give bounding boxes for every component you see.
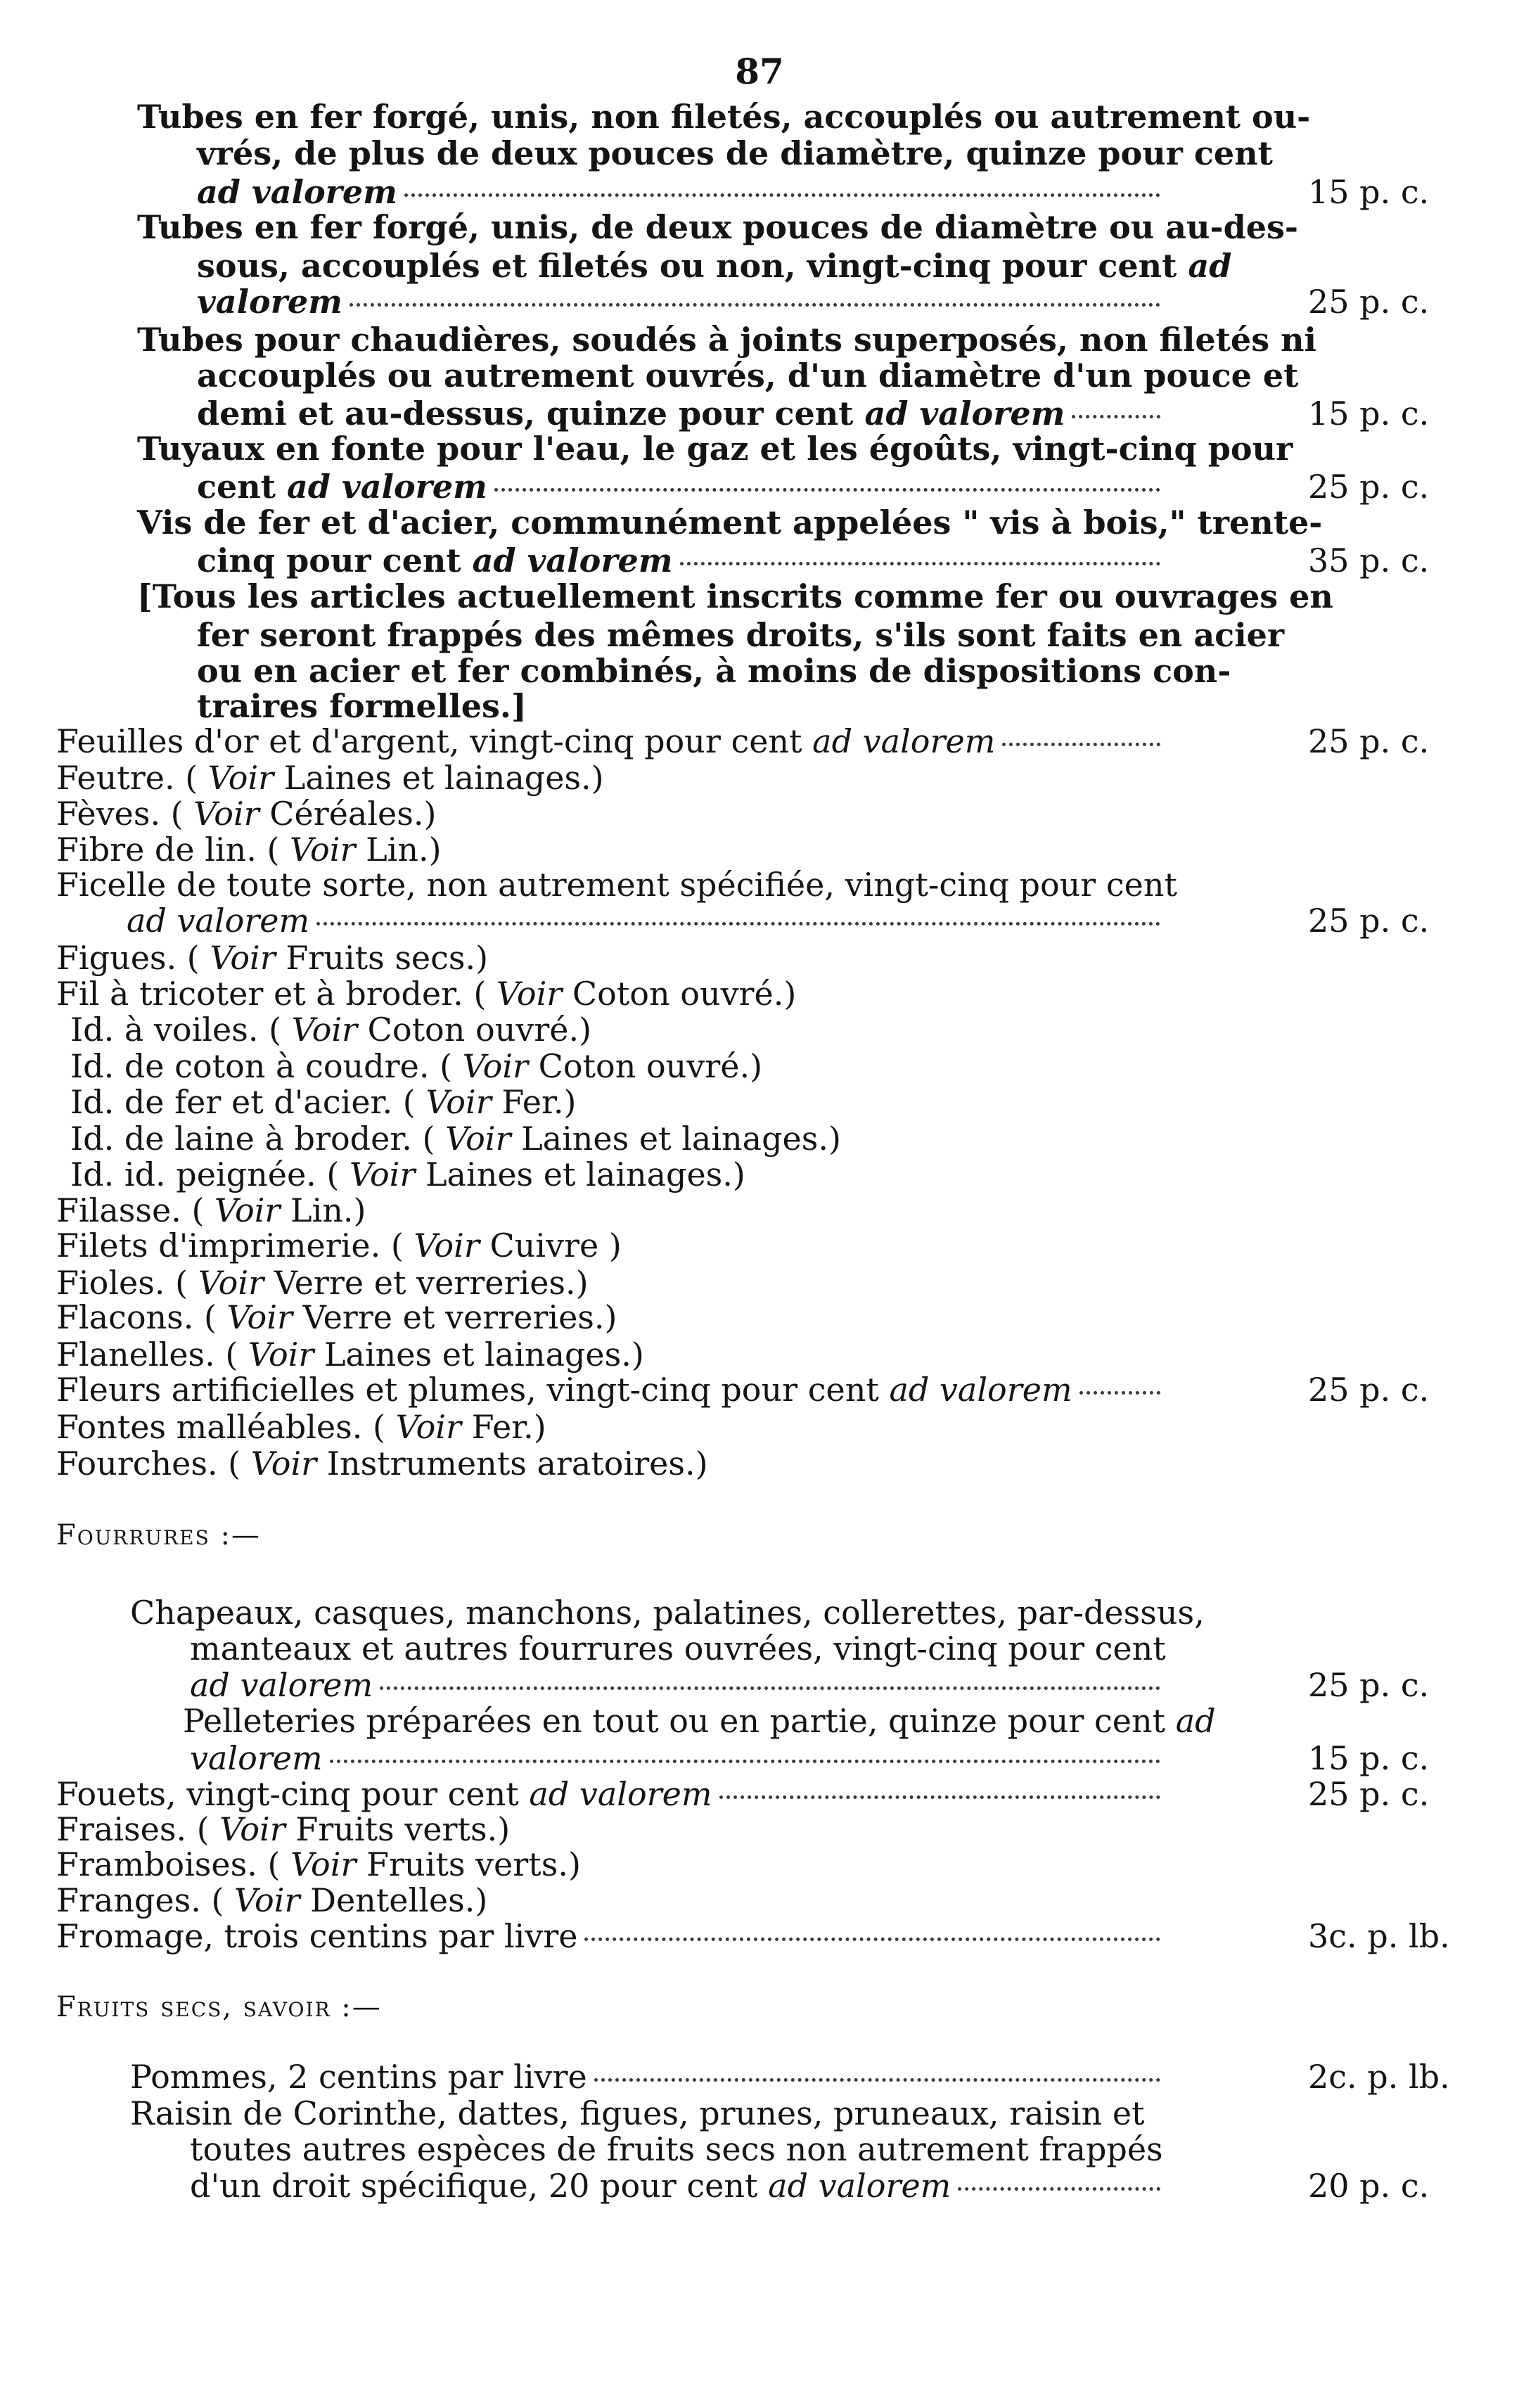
tariff-line: [137, 97, 1310, 136]
dot-leader: [494, 488, 1160, 492]
tariff-line: [56, 830, 442, 869]
line-text: [Tous les articles actuellement inscrits comme fer ou ouvrages en: [137, 577, 1333, 615]
tariff-line: [127, 901, 1160, 940]
line-text: Fromage, trois centins par livre: [56, 1917, 578, 1955]
tariff-line: [56, 1444, 708, 1483]
section-heading: Fruits secs, savoir :—: [56, 1991, 382, 2023]
line-text: demi et au-dessus, quinze pour cent ad valorem: [197, 395, 1065, 433]
dot-leader: [350, 303, 1160, 307]
dot-leader: [1002, 743, 1160, 746]
line-text: valorem: [197, 283, 342, 321]
tariff-line: [56, 865, 1177, 904]
tariff-line: [56, 758, 604, 798]
tariff-line: [56, 1916, 1160, 1956]
line-text: Fibre de lin. ( Voir Lin.): [56, 831, 442, 869]
line-text: Fèves. ( Voir Céréales.): [56, 795, 437, 833]
tariff-line: [197, 615, 1284, 655]
tariff-line: [56, 1845, 581, 1884]
line-text: Fouets, vingt-cinq pour cent ad valorem: [56, 1775, 712, 1813]
tariff-line: [197, 246, 1231, 286]
duty-rate: 2c. p. lb.: [1308, 2058, 1450, 2096]
tariff-line: [56, 1263, 589, 1302]
line-text: Flanelles. ( Voir Laines et lainages.): [56, 1336, 644, 1373]
tariff-line: [70, 1082, 576, 1122]
duty-rate: 25 p. c.: [1308, 902, 1430, 940]
line-text: Ficelle de toute sorte, non autrement spécifiée, vingt-cinq pour cent: [56, 866, 1178, 904]
tariff-line: [137, 207, 1298, 247]
dot-leader: [958, 2187, 1160, 2191]
line-text: Fil à tricoter et à broder. ( Voir Coton ouvré.): [56, 975, 797, 1013]
dot-leader: [680, 562, 1161, 565]
line-text: Feutre. ( Voir Laines et lainages.): [56, 759, 604, 797]
line-text: Fleurs artificielles et plumes, vingt-cinq pour cent ad valorem: [56, 1371, 1072, 1409]
tariff-line: [56, 794, 436, 833]
duty-rate: 25 p. c.: [1308, 1371, 1430, 1409]
duty-rate: 25 p. c.: [1308, 283, 1430, 321]
tariff-line: [197, 356, 1298, 395]
tariff-line: [56, 1298, 617, 1337]
line-text: Tubes en fer forgé, unis, de deux pouces de diamètre ou au-des-: [137, 208, 1299, 246]
tariff-line: [56, 938, 488, 978]
dot-leader: [316, 922, 1160, 926]
tariff-line: [56, 1370, 1160, 1409]
line-text: Figues. ( Voir Fruits secs.): [56, 939, 489, 977]
section-heading: Fourrures :—: [56, 1519, 261, 1551]
duty-rate: 35 p. c.: [1308, 542, 1430, 579]
line-text: Id. de laine à broder. ( Voir Laines et lainages.): [70, 1120, 841, 1158]
tariff-line: [197, 134, 1273, 173]
tariff-line: [183, 1701, 1216, 1741]
line-text: Feuilles d'or et d'argent, vingt-cinq pour cent ad valorem: [56, 722, 996, 760]
line-text: sous, accouplés et filetés ou non, vingt-cinq pour cent ad: [197, 247, 1232, 285]
line-text: Filasse. ( Voir Lin.): [56, 1191, 366, 1229]
line-text: d'un droit spécifique, 20 pour cent ad valorem: [190, 2167, 951, 2205]
line-text: fer seront frappés des mêmes droits, s'ils sont faits en acier: [197, 616, 1285, 654]
line-text: Id. de coton à coudre. ( Voir Coton ouvré.): [70, 1047, 763, 1085]
line-text: Franges. ( Voir Dentelles.): [56, 1881, 488, 1919]
tariff-line: [70, 1046, 762, 1086]
duty-rate: 25 p. c.: [1308, 1666, 1430, 1704]
dot-leader: [1079, 1391, 1160, 1395]
tariff-line: [56, 722, 1160, 761]
dot-leader: [380, 1686, 1160, 1690]
line-text: ad valorem: [190, 1666, 373, 1704]
line-text: Fourches. ( Voir Instruments aratoires.): [56, 1445, 708, 1482]
tariff-line: [56, 1810, 510, 1849]
line-text: Tubes pour chaudières, soudés à joints superposés, non filetés ni: [137, 321, 1317, 359]
line-text: Chapeaux, casques, manchons, palatines, collerettes, par-dessus,: [130, 1594, 1205, 1632]
duty-rate: 25 p. c.: [1308, 1775, 1430, 1813]
line-text: Fioles. ( Voir Verre et verreries.): [56, 1264, 589, 1302]
tariff-line: [137, 503, 1322, 542]
tariff-line: [137, 577, 1333, 616]
line-text: Fontes malléables. ( Voir Fer.): [56, 1408, 546, 1446]
dot-leader: [584, 1938, 1160, 1941]
dot-leader: [330, 1760, 1160, 1763]
duty-rate: 25 p. c.: [1308, 468, 1430, 506]
line-text: ad valorem: [127, 902, 310, 940]
line-text: Vis de fer et d'acier, communément appelées " vis à bois," trente-: [137, 504, 1323, 542]
tariff-line: [197, 541, 1160, 580]
tariff-line: [137, 429, 1293, 468]
tariff-line: [190, 2130, 1163, 2169]
tariff-line: [56, 1335, 644, 1374]
line-text: Id. de fer et d'acier. ( Voir Fer.): [70, 1083, 577, 1121]
duty-rate: 15 p. c.: [1308, 395, 1430, 433]
line-text: Framboises. ( Voir Fruits verts.): [56, 1845, 581, 1883]
line-text: Id. id. peignée. ( Voir Laines et lainages.): [70, 1155, 745, 1193]
tariff-line: [197, 394, 1160, 433]
tariff-line: [130, 1593, 1205, 1632]
dot-leader: [1072, 415, 1160, 418]
tariff-line: [130, 2057, 1160, 2096]
dot-leader: [719, 1795, 1160, 1799]
line-text: ou en acier et fer combinés, à moins de dispositions con-: [197, 652, 1231, 690]
tariff-line: [190, 1665, 1160, 1705]
duty-rate: 25 p. c.: [1308, 722, 1430, 760]
line-text: Pommes, 2 centins par livre: [130, 2058, 587, 2096]
tariff-line: [56, 1881, 487, 1920]
page-number: 87: [735, 51, 784, 92]
tariff-line: [70, 1155, 745, 1194]
tariff-line: [56, 1191, 366, 1230]
tariff-line: [137, 320, 1316, 359]
dot-leader: [594, 2078, 1160, 2082]
tariff-line: [56, 1226, 622, 1265]
tariff-line: [56, 1407, 546, 1447]
line-text: valorem: [190, 1739, 323, 1777]
line-text: manteaux et autres fourrures ouvrées, vingt-cinq pour cent: [190, 1629, 1166, 1667]
tariff-line: [130, 2094, 1145, 2133]
duty-rate: 20 p. c.: [1308, 2167, 1430, 2205]
line-text: Raisin de Corinthe, dattes, figues, prunes, pruneaux, raisin et: [130, 2094, 1145, 2132]
tariff-line: [190, 1738, 1160, 1778]
dot-leader: [404, 193, 1160, 197]
line-text: traires formelles.]: [197, 687, 527, 725]
line-text: vrés, de plus de deux pouces de diamètre, quinze pour cent: [197, 134, 1273, 172]
duty-rate: 15 p. c.: [1308, 173, 1430, 211]
line-text: cent ad valorem: [197, 468, 487, 506]
line-text: Filets d'imprimerie. ( Voir Cuivre ): [56, 1227, 622, 1264]
line-text: cinq pour cent ad valorem: [197, 542, 673, 579]
tariff-line: [197, 686, 527, 726]
tariff-line: [70, 1119, 841, 1158]
line-text: toutes autres espèces de fruits secs non autrement frappés: [190, 2130, 1163, 2168]
line-text: Pelleteries préparées en tout ou en partie, quinze pour cent ad: [183, 1702, 1216, 1740]
tariff-line: [190, 2166, 1160, 2205]
line-text: Tuyaux en fonte pour l'eau, le gaz et les égoûts, vingt-cinq pour: [137, 430, 1293, 468]
line-text: ad valorem: [197, 173, 397, 211]
tariff-line: [197, 172, 1160, 212]
duty-rate: 15 p. c.: [1308, 1739, 1430, 1777]
tariff-line: [70, 1010, 591, 1049]
tariff-line: [56, 1774, 1160, 1814]
tariff-line: [197, 651, 1231, 691]
line-text: accouplés ou autrement ouvrés, d'un diamètre d'un pouce et: [197, 357, 1299, 395]
line-text: Tubes en fer forgé, unis, non filetés, accouplés ou autrement ou-: [137, 98, 1311, 136]
line-text: Flacons. ( Voir Verre et verreries.): [56, 1298, 617, 1336]
line-text: Id. à voiles. ( Voir Coton ouvré.): [70, 1011, 592, 1049]
duty-rate: 3c. p. lb.: [1308, 1917, 1450, 1955]
tariff-line: [56, 974, 796, 1013]
tariff-line: [197, 282, 1160, 321]
line-text: Fraises. ( Voir Fruits verts.): [56, 1810, 511, 1848]
tariff-line: [197, 467, 1160, 506]
tariff-line: [190, 1629, 1166, 1668]
